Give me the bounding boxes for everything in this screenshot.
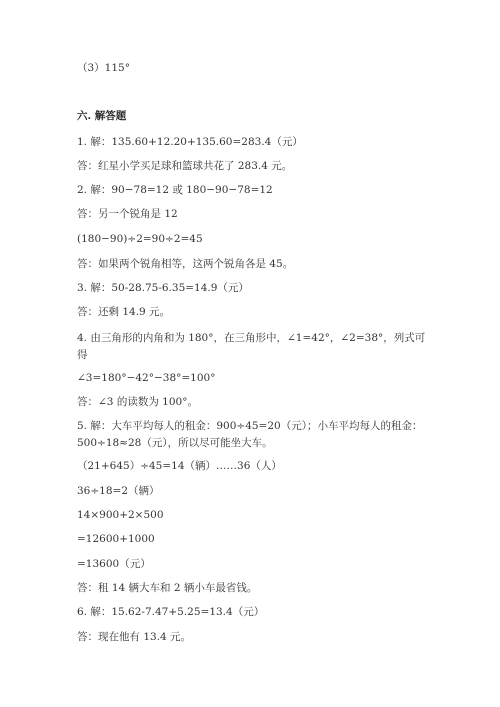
problem-5-step-5: =13600（元） [77,558,151,570]
problem-6-solution: 6. 解：15.62-7.47+5.25=13.4（元） [77,606,265,618]
problem-1-answer: 答：红星小学买足球和篮球共花了 283.4 元。 [77,160,293,172]
problem-2-solution: 2. 解：90−78=12 或 180−90−78=12 [77,184,273,196]
problem-5-step-3: 14×900+2×500 [77,509,164,521]
problem-4-answer: 答：∠3 的读数为 100°。 [77,396,198,408]
problem-3-solution: 3. 解：50-28.75-6.35=14.9（元） [77,282,249,294]
problem-2-calculation: (180−90)÷2=90÷2=45 [77,233,203,245]
problem-5-step-4: =12600+1000 [77,533,155,545]
problem-2-answer-2: 答：如果两个锐角相等，这两个锐角各是 45。 [77,258,294,270]
problem-4-solution: 4. 由三角形的内角和为 180°，在三角形中，∠1=42°，∠2=38°，列式可得 [77,332,426,361]
problem-2-answer-1: 答：另一个锐角是 12 [77,208,178,220]
problem-5-step-2: 36÷18=2（辆） [77,485,160,497]
problem-6-answer: 答：现在他有 13.4 元。 [77,631,192,643]
problem-4-calculation: ∠3=180°−42°−38°=100° [77,372,216,384]
problem-5-solution: 5. 解：大车平均每人的租金：900÷45=20（元）；小车平均每人的租金：500÷18≈28（元），所以尽可能坐大车。 [77,420,423,449]
answer-line-part5-item3: （3）115° [77,62,130,74]
problem-5-step-1: （21+645）÷45=14（辆）……36（人） [77,460,282,472]
section-heading-solve-problems: 六. 解答题 [77,110,127,122]
problem-5-answer: 答：租 14 辆大车和 2 辆小车最省钱。 [77,582,258,594]
problem-1-solution: 1. 解：135.60+12.20+135.60=283.4（元） [77,136,303,148]
problem-3-answer: 答：还剩 14.9 元。 [77,306,171,318]
